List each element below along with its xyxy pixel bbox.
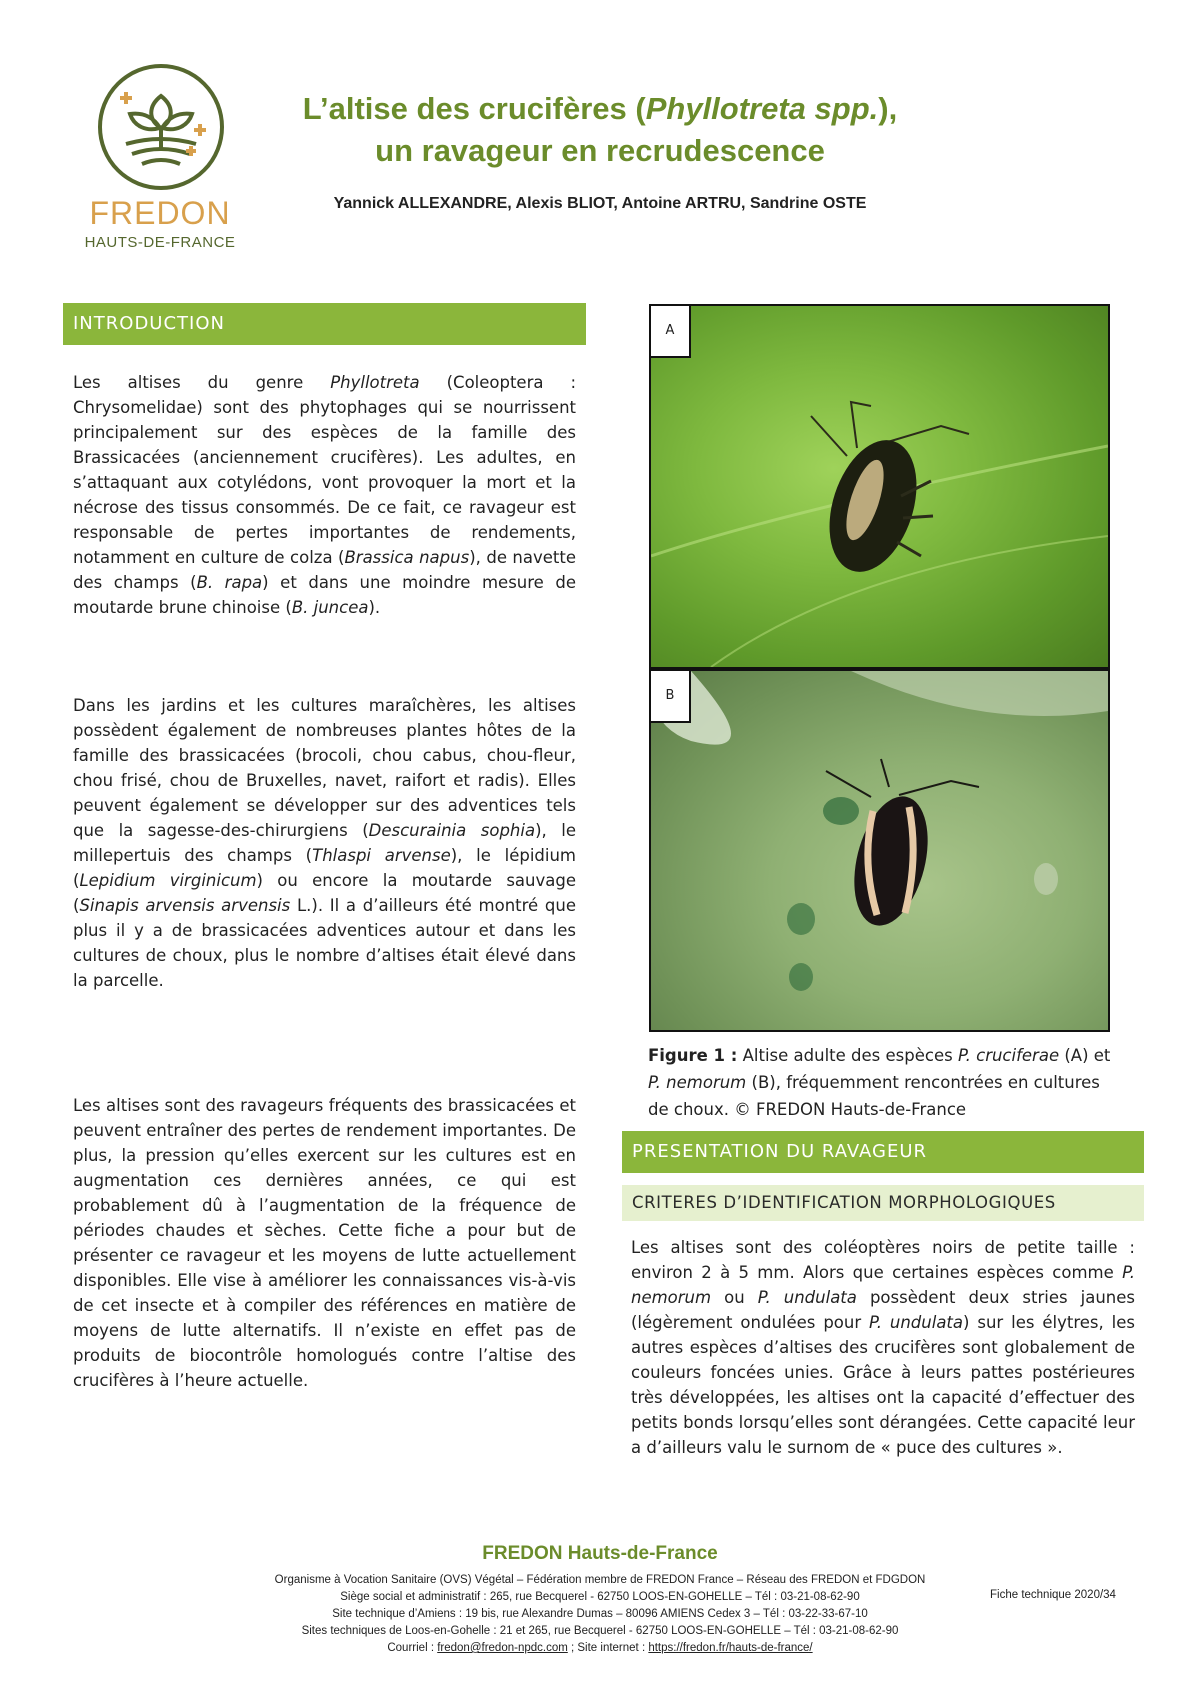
presentation-paragraph: Les altises sont des coléoptères noirs de petite taille : environ 2 à 5 mm. Alors que certaines espèces comme P. nemorum ou P. undulata possèdent deux stries jaunes (légèrement ondulées pour P. undulata) sur les élytres, les autres espèces d’altises des crucifères sont globalement de couleurs foncées unies. Grâce à leurs pattes postérieures très développées, les altises ont la capacité d’effectuer des petits bonds lorsqu’elles sont dérangées. Cette capacité leur a d’ailleurs valu le surnom de « puce des cultures ». — [631, 1238, 1135, 1457]
plant-circle-icon — [96, 62, 226, 192]
flea-beetle-image-b — [651, 671, 1108, 1030]
figure-1 — [649, 304, 1110, 1032]
logo-subtitle: HAUTS-DE-FRANCE — [84, 234, 236, 251]
presentation-heading: PRESENTATION DU RAVAGEUR — [622, 1131, 1144, 1173]
website-link[interactable]: https://fredon.fr/hauts-de-france/ — [648, 1642, 813, 1654]
intro-paragraph-1: Les altises du genre Phyllotreta (Coleoptera : Chrysomelidae) sont des phytophages qui se nourrissent principalement sur des espèces de la famille des Brassicacées (anciennement crucifères). Les adultes, en s’attaquant aux cotylédons, vont provoquer la mort et la nécrose des tissus consommés. De ce fait, ce ravageur est responsable de pertes importantes de rendements, notamment en culture de colza (Brassica napus), de navette des champs (B. rapa) et dans une moindre mesure de moutarde brune chinoise (B. juncea). — [73, 373, 577, 617]
footer-organisation: FREDON Hauts-de-France — [482, 1543, 718, 1564]
email-link[interactable]: fredon@fredon-npdc.com — [437, 1642, 568, 1654]
fiche-number: Fiche technique 2020/34 — [990, 1589, 1116, 1601]
logo-name: FREDON — [89, 195, 231, 231]
footer-details: Organisme à Vocation Sanitaire (OVS) Végétal – Fédération membre de FREDON France – Réseau des FREDON et FDGDON Siège social et administratif : 265, rue Becquerel - 62750 LOOS-EN-GOHELLE – Tél : 03-21-08-62-90 Site technique d’Amiens : 19 bis, rue Alexandre Dumas – 80096 AMIENS Cedex 3 – Tél : 03-22-33-67-10 Sites techniques de Loos-en-Gohelle : 21 et 265, rue Becquerel - 62750 LOOS-EN-GOHELLE – Tél : 03-21-08-62-90 Courriel : fredon@fredon-npdc.com ; Site internet : https://fredon.fr/hauts-de-france/ — [274, 1574, 926, 1654]
document-title: L’altise des crucifères (Phyllotreta spp.), un ravageur en recrudescence — [302, 91, 898, 168]
criteria-subheading: CRITERES D’IDENTIFICATION MORPHOLOGIQUES — [622, 1185, 1144, 1221]
figure-label-b: B — [651, 671, 691, 723]
intro-paragraph-2: Dans les jardins et les cultures maraîchères, les altises possèdent également de nombreuses plantes hôtes de la famille des brassicacées (brocoli, chou cabus, chou-fleur, chou frisé, chou de Bruxelles, navet, raifort et radis). Elles peuvent également se développer sur des adventices tels que la sagesse-des-chirurgiens (Descurainia sophia), le millepertuis des champs (Thlaspi arvense), le lépidium (Lepidium virginicum) ou encore la moutarde sauvage (Sinapis arvensis arvensis L.). Il a d’ailleurs été montré que plus il y a de brassicacées adventices autour et dans les cultures de choux, plus le nombre d’altises était élevé dans la parcelle. — [73, 696, 576, 990]
figure-caption: Figure 1 : Altise adulte des espèces P. cruciferae (A) et P. nemorum (B), fréquemment rencontrées en cultures de choux. © FREDON Hauts-de-France — [648, 1046, 1111, 1119]
photo-b — [651, 671, 1108, 1030]
intro-paragraph-3: Les altises sont des ravageurs fréquents des brassicacées et peuvent entraîner des pertes de rendement importantes. De plus, la pression qu’elles exercent sur les cultures est en augmentation ces dernières années, ce qui est probablement dû à l’augmentation de la fréquence de périodes chaudes et sèches. Cette fiche a pour but de présenter ce ravageur et les moyens de lutte actuellement disponibles. Elle vise à améliorer les connaissances vis-à-vis de cet insecte et à compiler des références en matière de moyens de lutte alternatifs. Il n’existe en effet pas de produits de biocontrôle homologués contre l’altise des crucifères à l’heure actuelle. — [73, 1096, 576, 1390]
figure-label-a: A — [651, 306, 691, 358]
authors: Yannick ALLEXANDRE, Alexis BLIOT, Antoine ARTRU, Sandrine OSTE — [333, 195, 867, 212]
fredon-logo — [60, 62, 260, 252]
flea-beetle-image-a — [651, 306, 1108, 667]
introduction-heading: INTRODUCTION — [63, 303, 586, 345]
photo-a — [651, 306, 1108, 667]
